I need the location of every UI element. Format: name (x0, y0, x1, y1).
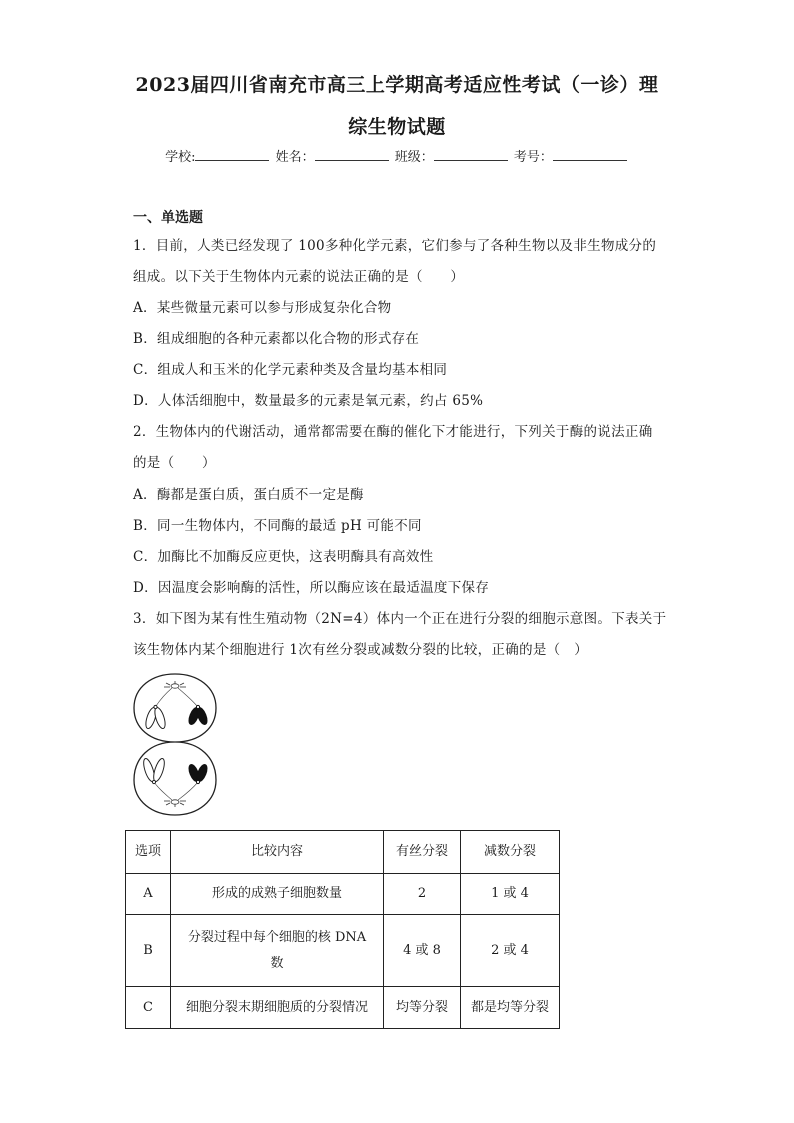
row-b-content-line1: 分裂过程中每个细胞的核 DNA (187, 929, 367, 945)
spindle-fibers-bottom (154, 782, 198, 800)
q1-stem-line1: 1．目前，人类已经发现了 100多种化学元素，它们参与了各种生物以及非生物成分的 (133, 238, 657, 254)
chromosome-black-bottom (187, 763, 209, 783)
exam-title-line1: 2023届四川省南充市高三上学期高考适应性考试（一诊）理 (135, 74, 659, 96)
row-c-content: 细胞分裂末期细胞质的分裂情况 (171, 987, 384, 1029)
q1-option-a[interactable]: A．某些微量元素可以参与形成复杂化合物 (133, 300, 392, 316)
row-c-meiosis: 都是均等分裂 (461, 987, 560, 1029)
q2-option-b[interactable]: B．同一生物体内，不同酶的最适 pH 可能不同 (133, 518, 422, 534)
row-b-option: B (126, 915, 171, 987)
chromosome-white-top (144, 705, 167, 729)
student-info-row (0, 146, 794, 165)
table-row (126, 915, 560, 987)
row-b-mitosis: 4 或 8 (384, 915, 461, 987)
chromosome-white-bottom (141, 757, 166, 783)
exam-no-blank[interactable] (553, 146, 627, 161)
chromosome-black-top (187, 705, 209, 725)
row-c-mitosis: 均等分裂 (384, 987, 461, 1029)
table-row (126, 874, 560, 915)
school-blank[interactable] (195, 146, 269, 161)
q3-stem-line2: 该生物体内某个细胞进行 1次有丝分裂或减数分裂的比较，正确的是（ ） (133, 642, 589, 658)
cell-division-diagram (130, 672, 220, 818)
q3-stem-line1: 3．如下图为某有性生殖动物（2N=4）体内一个正在进行分裂的细胞示意图。下表关于 (133, 611, 667, 627)
table-row (126, 987, 560, 1029)
q1-option-d[interactable]: D．人体活细胞中，数量最多的元素是氧元素，约占 65% (133, 393, 484, 409)
class-label: 班级： (394, 150, 434, 165)
row-a-content: 形成的成熟子细胞数量 (171, 874, 384, 915)
row-a-meiosis: 1 或 4 (461, 874, 560, 915)
exam-no-label: 考号： (513, 150, 553, 165)
q1-stem-line2: 组成。以下关于生物体内元素的说法正确的是（ ） (133, 269, 465, 285)
name-label: 姓名： (275, 150, 315, 165)
exam-title-line2: 综生物试题 (348, 116, 446, 138)
header-meiosis: 减数分裂 (461, 831, 560, 874)
name-blank[interactable] (315, 146, 389, 161)
top-centrosome (164, 681, 186, 688)
q2-stem-line1: 2．生物体内的代谢活动，通常都需要在酶的催化下才能进行，下列关于酶的说法正确 (133, 424, 653, 440)
row-a-option: A (126, 874, 171, 915)
row-b-meiosis: 2 或 4 (461, 915, 560, 987)
bottom-centrosome (164, 800, 186, 807)
cell-membrane (134, 674, 216, 815)
header-option: 选项 (126, 831, 171, 874)
class-blank[interactable] (434, 146, 508, 161)
row-b-content-line2: 数 (270, 955, 284, 971)
school-label: 学校: (165, 150, 196, 165)
q1-option-c[interactable]: C．组成人和玉米的化学元素种类及含量均基本相同 (133, 362, 448, 378)
header-content: 比较内容 (171, 831, 384, 874)
row-c-option: C (126, 987, 171, 1029)
row-b-content (171, 915, 384, 987)
section-title: 一、单选题 (133, 210, 203, 226)
header-mitosis: 有丝分裂 (384, 831, 461, 874)
row-a-mitosis: 2 (384, 874, 461, 915)
q2-option-c[interactable]: C．加酶比不加酶反应更快，这表明酶具有高效性 (133, 549, 434, 565)
q2-stem-line2: 的是（ ） (133, 455, 216, 471)
q2-option-a[interactable]: A．酶都是蛋白质，蛋白质不一定是酶 (133, 487, 364, 503)
spindle-fibers-top (156, 688, 197, 706)
table-header-row (126, 831, 560, 874)
q2-option-d[interactable]: D．因温度会影响酶的活性，所以酶应该在最适温度下保存 (133, 580, 490, 596)
comparison-table (125, 830, 560, 1029)
q1-option-b[interactable]: B．组成细胞的各种元素都以化合物的形式存在 (133, 331, 420, 347)
